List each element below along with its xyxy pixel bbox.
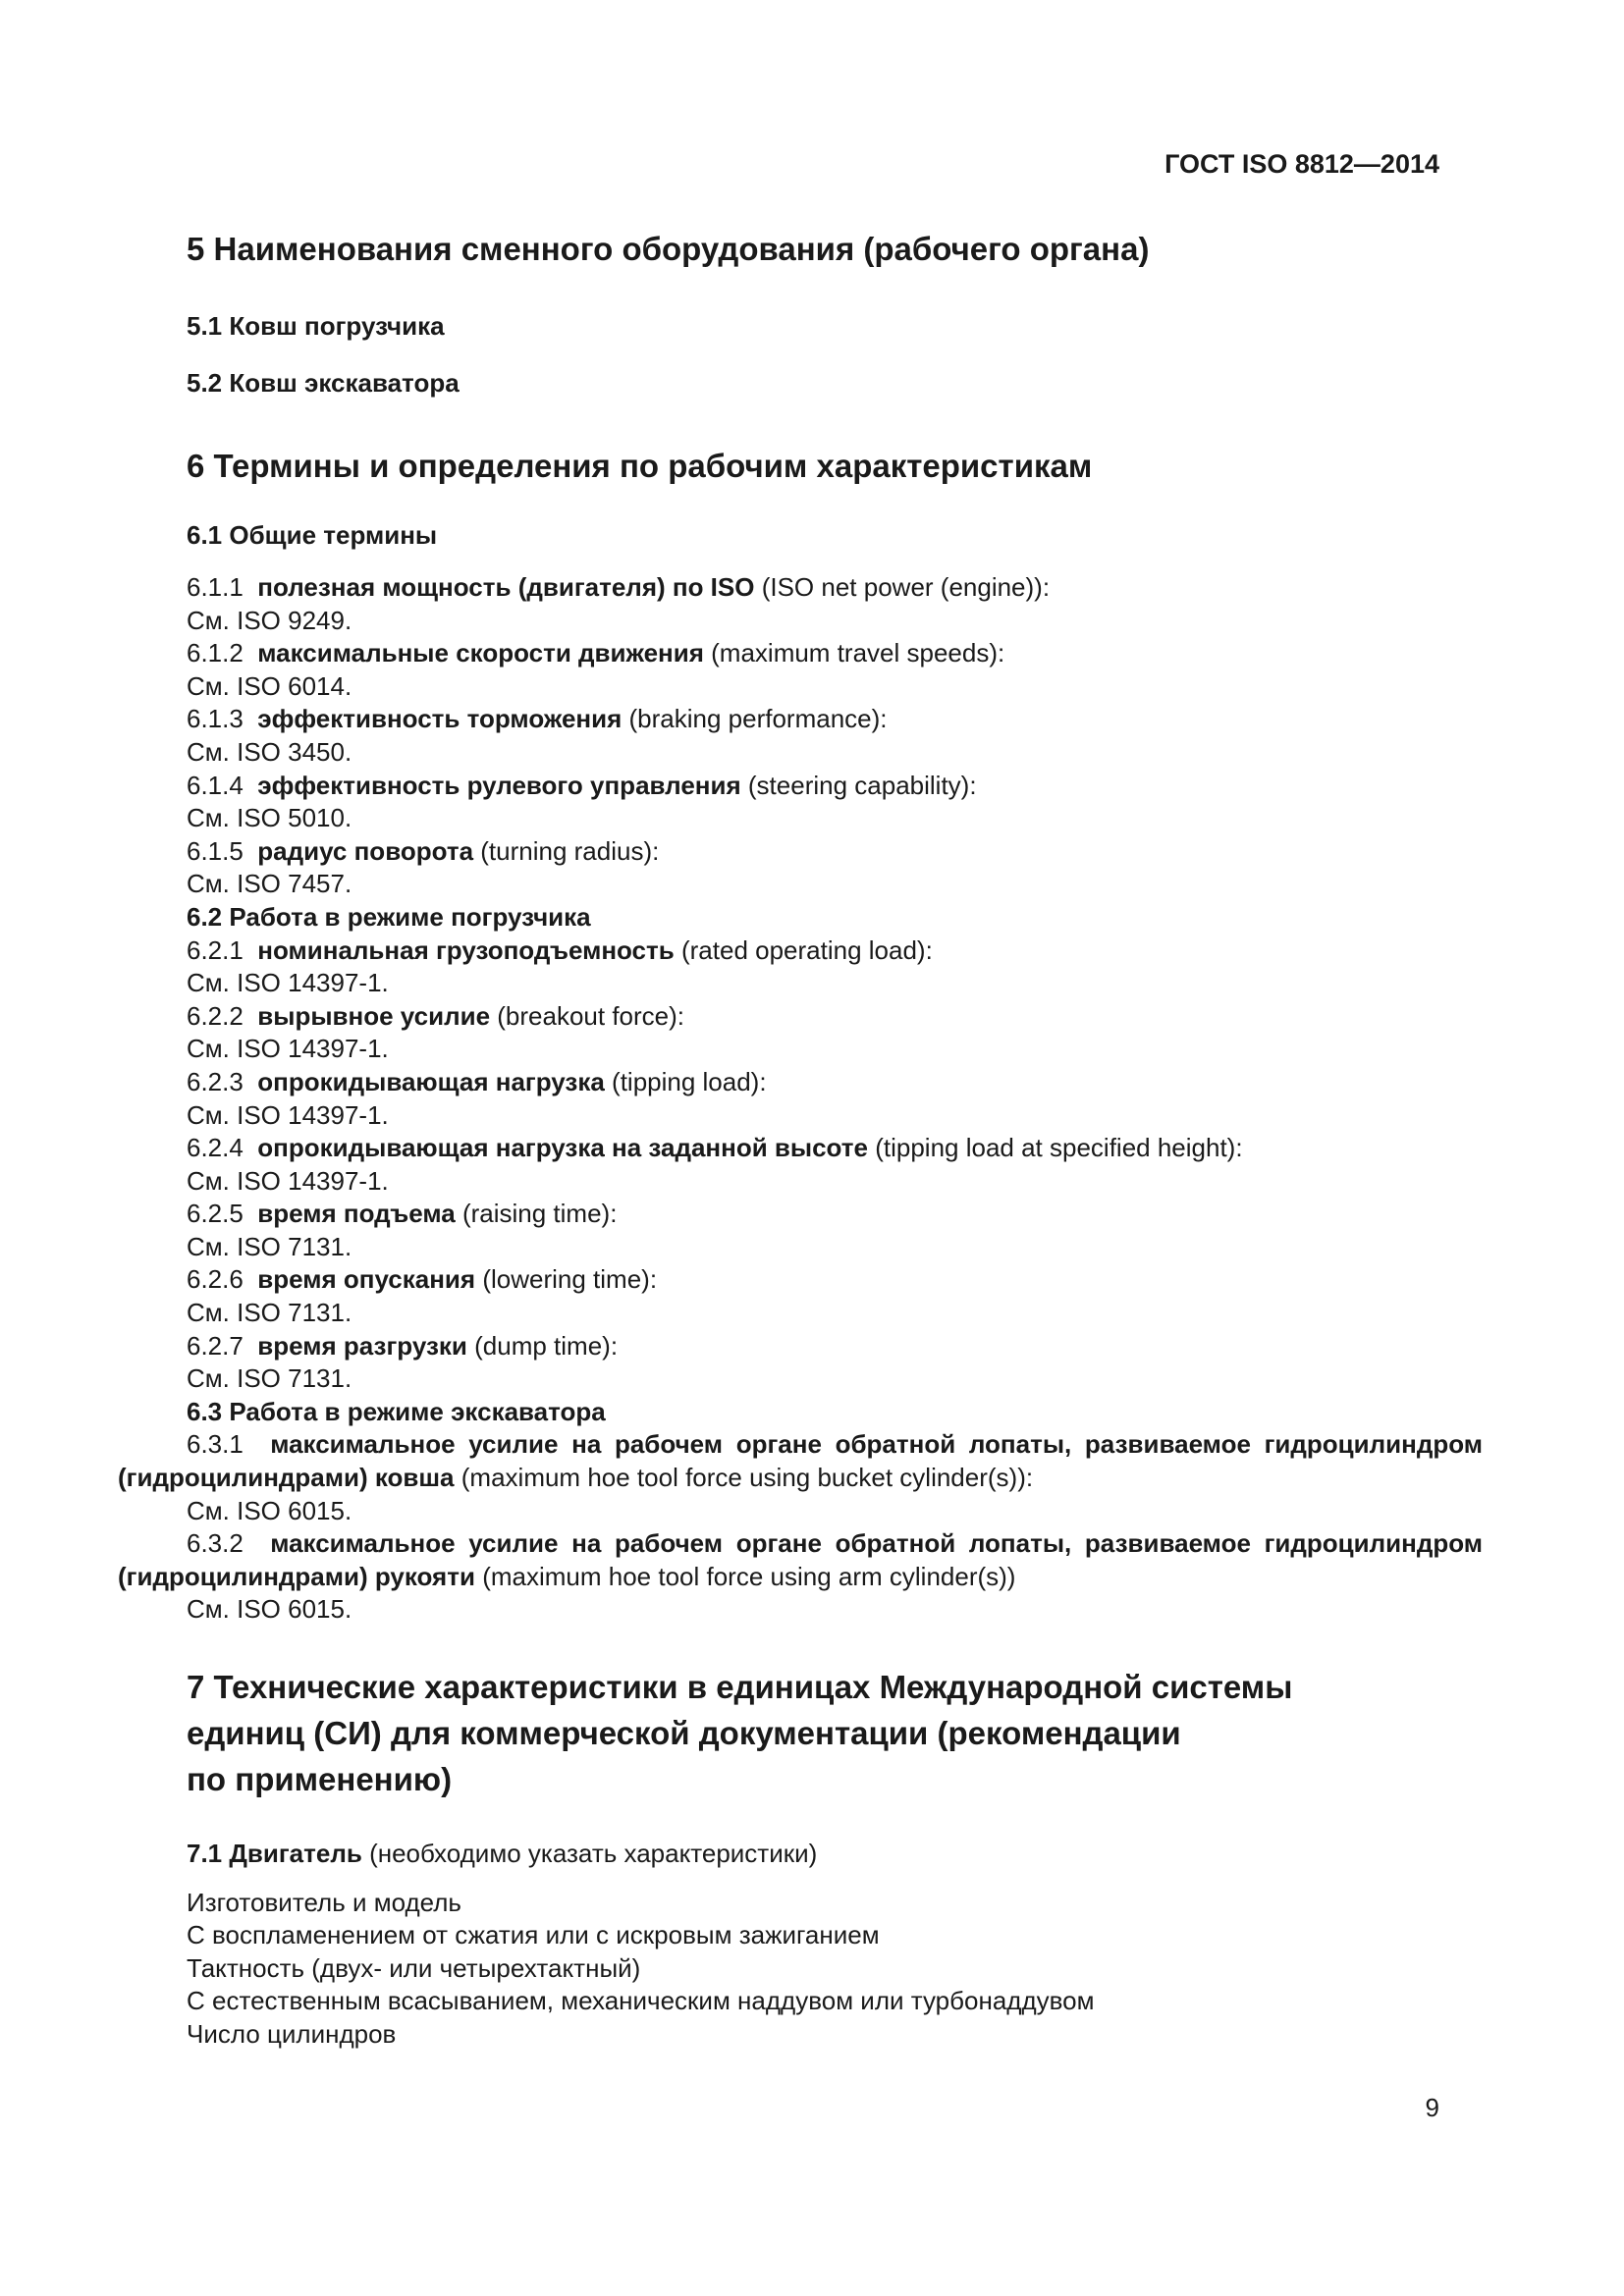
term-6-2-4: 6.2.4 опрокидывающая нагрузка на заданной высоте (tipping load at specified height): [187, 1133, 1243, 1163]
ref-6-2-5: См. ISO 7131. [187, 1231, 352, 1261]
page-number: 9 [1425, 2093, 1439, 2122]
term-6-1-4: 6.1.4 эффективность рулевого управления (steering capability): [187, 770, 977, 800]
subsection-7-1: 7.1 Двигатель (необходимо указать характеристики) [187, 1839, 818, 1868]
terms-6-1 [118, 571, 1484, 1627]
section-5-title: 5 Наименования сменного оборудования (рабочего органа) [187, 231, 1150, 267]
ref-6-2-2: См. ISO 14397-1. [187, 1034, 389, 1064]
section-7-title-line: по применению) [187, 1761, 453, 1797]
engine-characteristics [187, 1887, 1443, 2052]
term-6-3-1: 6.3.1 максимальное усилие на рабочем органе обратной лопаты, развиваемое гидроцилиндром (гидроцилиндрами) ковша (maximum hoe tool force using bucket cylinder(s)): [118, 1429, 1484, 1493]
term-6-2-6: 6.2.6 время опускания (lowering time): [187, 1264, 658, 1295]
subsection-6-3: 6.3 Работа в режиме экскаватора [187, 1396, 606, 1426]
ref-6-1-2: См. ISO 6014. [187, 670, 352, 701]
section-7-title [187, 1664, 1443, 1802]
ref-6-2-7: См. ISO 7131. [187, 1363, 352, 1394]
characteristic-line: Число цилиндров [187, 2018, 397, 2049]
term-6-3-2: 6.3.2 максимальное усилие на рабочем органе обратной лопаты, развиваемое гидроцилиндром (гидроцилиндрами) рукояти (maximum hoe tool force using arm cylinder(s)) [118, 1528, 1484, 1591]
document-header: ГОСТ ISO 8812—2014 [1164, 149, 1439, 179]
ref-6-1-4: См. ISO 5010. [187, 803, 352, 833]
term-6-1-2: 6.1.2 максимальные скорости движения (maximum travel speeds): [187, 638, 1005, 668]
term-6-2-7: 6.2.7 время разгрузки (dump time): [187, 1330, 619, 1361]
ref-6-3-2: См. ISO 6015. [187, 1594, 352, 1625]
characteristic-line: С воспламенением от сжатия или с искровым зажиганием [187, 1920, 880, 1950]
ref-6-1-3: См. ISO 3450. [187, 736, 352, 767]
section-7-title-line: единиц (СИ) для коммерческой документации (рекомендации [187, 1715, 1181, 1751]
term-6-1-5: 6.1.5 радиус поворота (turning radius): [187, 835, 660, 866]
ref-6-2-6: См. ISO 7131. [187, 1298, 352, 1328]
term-6-2-3: 6.2.3 опрокидывающая нагрузка (tipping load): [187, 1066, 767, 1096]
item-5-2: 5.2 Ковш экскаватора [187, 368, 460, 398]
ref-6-2-1: См. ISO 14397-1. [187, 968, 389, 998]
subsection-6-1: 6.1 Общие термины [187, 520, 438, 550]
term-6-2-1: 6.2.1 номинальная грузоподъемность (rated operating load): [187, 934, 933, 965]
term-6-2-5: 6.2.5 время подъема (raising time): [187, 1199, 618, 1229]
ref-6-2-3: См. ISO 14397-1. [187, 1099, 389, 1130]
characteristic-line: С естественным всасыванием, механическим наддувом или турбонаддувом [187, 1986, 1095, 2016]
ref-6-3-1: См. ISO 6015. [187, 1495, 352, 1525]
characteristic-line: Изготовитель и модель [187, 1887, 461, 1917]
characteristic-line: Тактность (двух- или четырехтактный) [187, 1952, 641, 1983]
term-6-2-2: 6.2.2 вырывное усилие (breakout force): [187, 1000, 685, 1031]
term-6-1-3: 6.1.3 эффективность торможения (braking performance): [187, 704, 888, 734]
page-content [118, 226, 1484, 2052]
subsection-6-2: 6.2 Работа в режиме погрузчика [187, 901, 591, 932]
section-6-title: 6 Термины и определения по рабочим характеристикам [187, 448, 1093, 484]
term-6-1-1: 6.1.1 полезная мощность (двигателя) по ISO (ISO net power (engine)): [187, 572, 1051, 602]
item-5-1: 5.1 Ковш погрузчика [187, 311, 445, 341]
ref-6-1-1: См. ISO 9249. [187, 605, 352, 635]
ref-6-1-5: См. ISO 7457. [187, 869, 352, 899]
ref-6-2-4: См. ISO 14397-1. [187, 1165, 389, 1196]
section-7-title-line: 7 Технические характеристики в единицах Международной системы [187, 1669, 1293, 1705]
